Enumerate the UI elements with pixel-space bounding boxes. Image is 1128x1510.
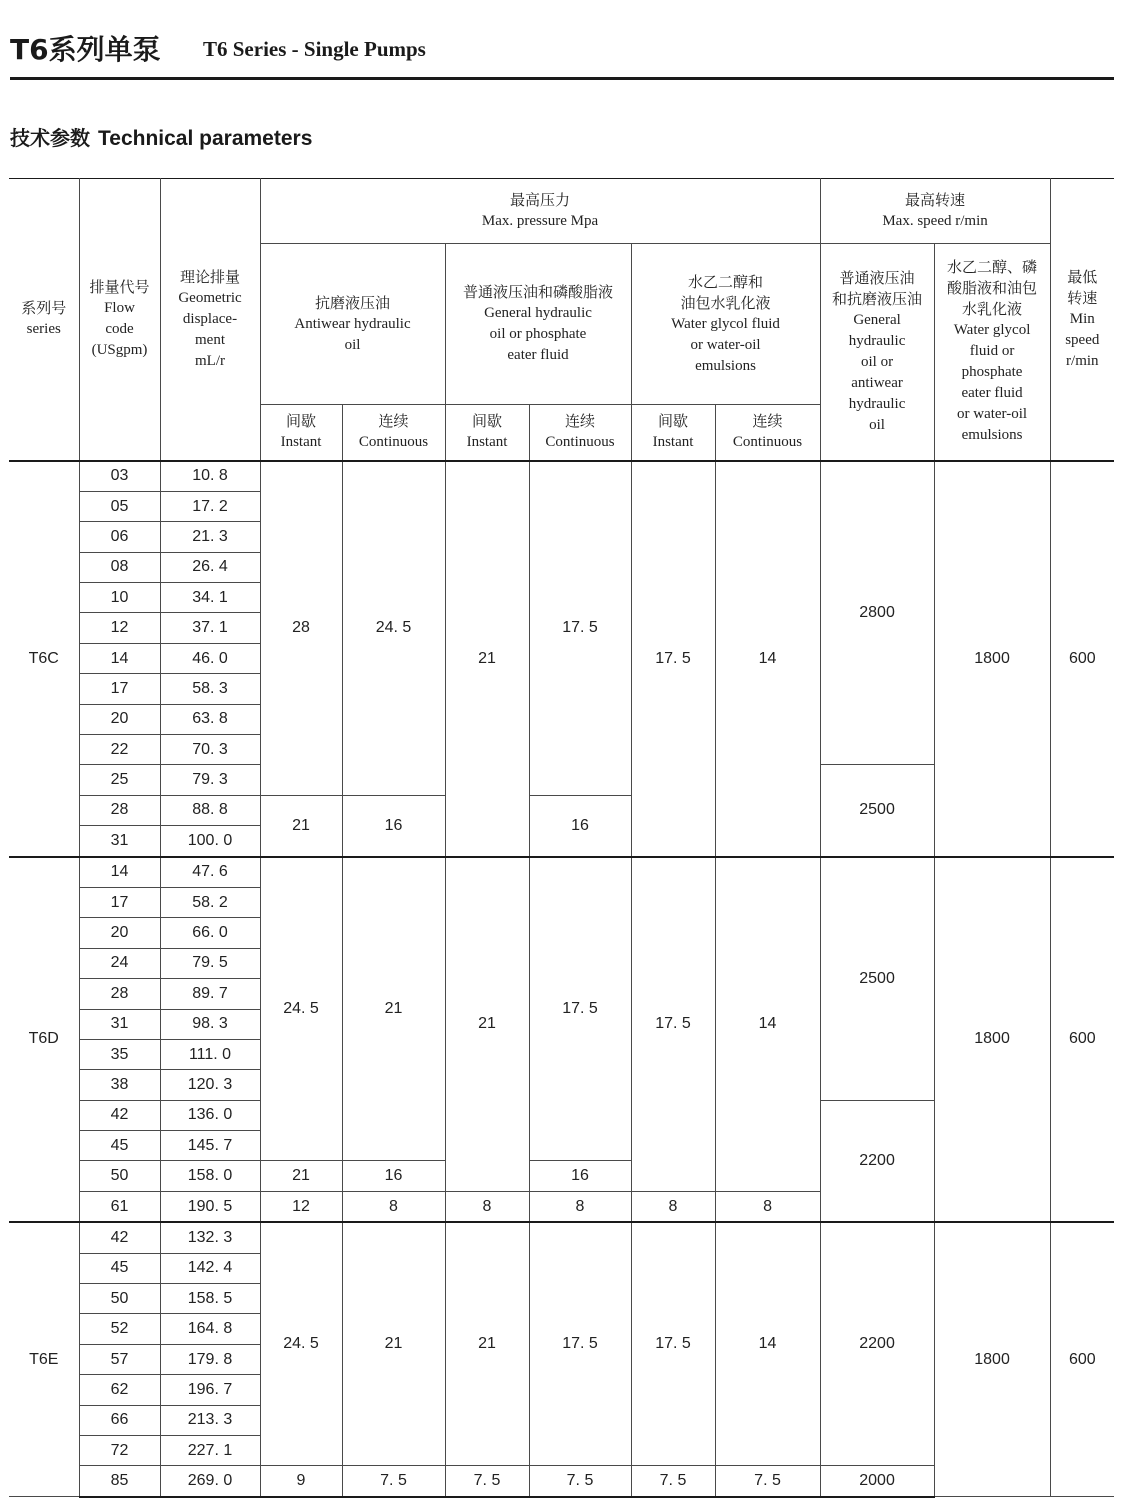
pressure-value: 24. 5 [260, 857, 342, 1161]
section-title-en: Technical parameters [98, 127, 313, 150]
flow-code: 20 [79, 918, 160, 948]
speed-value: 2200 [820, 1100, 934, 1222]
header-series: 系列号 series [9, 179, 79, 461]
series-label: T6E [9, 1222, 79, 1497]
table-row [9, 857, 1114, 888]
pressure-value: 21 [445, 461, 529, 857]
header-instant: 间歇 Instant [445, 405, 529, 461]
pressure-value: 21 [260, 795, 342, 856]
table-row [9, 1222, 1114, 1253]
pressure-value: 24. 5 [260, 1222, 342, 1466]
pressure-value: 21 [342, 857, 445, 1161]
flow-code: 10 [79, 583, 160, 613]
flow-code: 35 [79, 1039, 160, 1069]
pressure-value: 16 [342, 795, 445, 856]
header-geometric-displacement: 理论排量 Geometric displace- ment mL/r [160, 179, 260, 461]
speed-value: 1800 [934, 461, 1050, 857]
flow-code: 08 [79, 552, 160, 582]
pressure-value: 8 [342, 1191, 445, 1222]
min-speed-value: 600 [1050, 461, 1114, 857]
displacement: 89. 7 [160, 979, 260, 1009]
displacement: 158. 5 [160, 1284, 260, 1314]
technical-parameters-table [9, 178, 1114, 1498]
displacement: 34. 1 [160, 583, 260, 613]
pressure-value: 14 [715, 857, 820, 1192]
pressure-value: 21 [445, 857, 529, 1192]
displacement: 120. 3 [160, 1070, 260, 1100]
series-label: T6D [9, 857, 79, 1223]
pressure-value: 16 [529, 1161, 631, 1191]
speed-value: 1800 [934, 1222, 1050, 1497]
displacement: 179. 8 [160, 1344, 260, 1374]
flow-code: 28 [79, 795, 160, 825]
pressure-value: 21 [260, 1161, 342, 1191]
displacement: 132. 3 [160, 1222, 260, 1253]
pressure-value: 7. 5 [342, 1466, 445, 1497]
flow-code: 22 [79, 735, 160, 765]
pressure-value: 8 [445, 1191, 529, 1222]
displacement: 190. 5 [160, 1191, 260, 1222]
flow-code: 14 [79, 857, 160, 888]
displacement: 196. 7 [160, 1375, 260, 1405]
flow-code: 03 [79, 461, 160, 492]
displacement: 269. 0 [160, 1466, 260, 1497]
min-speed-value: 600 [1050, 1222, 1114, 1497]
displacement: 145. 7 [160, 1131, 260, 1161]
pressure-value: 7. 5 [529, 1466, 631, 1497]
displacement: 10. 8 [160, 461, 260, 492]
flow-code: 66 [79, 1405, 160, 1435]
displacement: 58. 3 [160, 674, 260, 704]
flow-code: 24 [79, 948, 160, 978]
pressure-value: 17. 5 [529, 461, 631, 796]
flow-code: 52 [79, 1314, 160, 1344]
displacement: 63. 8 [160, 704, 260, 734]
displacement: 100. 0 [160, 826, 260, 857]
pressure-value: 21 [445, 1222, 529, 1466]
section-title [10, 122, 312, 151]
flow-code: 42 [79, 1222, 160, 1253]
flow-code: 31 [79, 1009, 160, 1039]
flow-code: 50 [79, 1161, 160, 1191]
pressure-value: 8 [715, 1191, 820, 1222]
pressure-value: 17. 5 [631, 1222, 715, 1466]
flow-code: 14 [79, 643, 160, 673]
pressure-value: 16 [342, 1161, 445, 1191]
pressure-value: 8 [529, 1191, 631, 1222]
displacement: 21. 3 [160, 522, 260, 552]
flow-code: 62 [79, 1375, 160, 1405]
pressure-value: 8 [631, 1191, 715, 1222]
series-label: T6C [9, 461, 79, 857]
displacement: 98. 3 [160, 1009, 260, 1039]
displacement: 158. 0 [160, 1161, 260, 1191]
header-continuous: 连续 Continuous [342, 405, 445, 461]
pressure-value: 17. 5 [529, 1222, 631, 1466]
displacement: 47. 6 [160, 857, 260, 888]
header-max-speed: 最高转速 Max. speed r/min [820, 179, 1050, 244]
flow-code: 06 [79, 522, 160, 552]
header-continuous: 连续 Continuous [529, 405, 631, 461]
pressure-value: 14 [715, 461, 820, 857]
flow-code: 45 [79, 1253, 160, 1283]
displacement: 70. 3 [160, 735, 260, 765]
flow-code: 20 [79, 704, 160, 734]
pressure-value: 7. 5 [445, 1466, 529, 1497]
header-min-speed: 最低 转速 Min speed r/min [1050, 179, 1114, 461]
pressure-value: 16 [529, 795, 631, 856]
displacement: 58. 2 [160, 887, 260, 917]
displacement: 88. 8 [160, 795, 260, 825]
header-max-pressure: 最高压力 Max. pressure Mpa [260, 179, 820, 244]
displacement: 213. 3 [160, 1405, 260, 1435]
pressure-value: 28 [260, 461, 342, 796]
header-speed-general-oil: 普通液压油 和抗磨液压油 General hydraulic oil or antiwear hydraulic oil [820, 244, 934, 461]
pressure-value: 17. 5 [631, 461, 715, 857]
page-header [10, 28, 1114, 68]
pressure-value: 17. 5 [529, 857, 631, 1161]
displacement: 46. 0 [160, 643, 260, 673]
header-antiwear-oil: 抗磨液压油 Antiwear hydraulic oil [260, 244, 445, 405]
displacement: 37. 1 [160, 613, 260, 643]
flow-code: 05 [79, 491, 160, 521]
speed-value: 2800 [820, 461, 934, 765]
flow-code: 25 [79, 765, 160, 795]
flow-code: 45 [79, 1131, 160, 1161]
displacement: 26. 4 [160, 552, 260, 582]
speed-value: 2500 [820, 765, 934, 857]
speed-value: 1800 [934, 857, 1050, 1223]
pressure-value: 9 [260, 1466, 342, 1497]
header-continuous: 连续 Continuous [715, 405, 820, 461]
page-title-cn: T6系列单泵 [10, 33, 161, 66]
displacement: 79. 5 [160, 948, 260, 978]
pressure-value: 14 [715, 1222, 820, 1466]
pressure-value: 17. 5 [631, 857, 715, 1192]
displacement: 66. 0 [160, 918, 260, 948]
speed-value: 2000 [820, 1466, 934, 1497]
pressure-value: 24. 5 [342, 461, 445, 796]
flow-code: 50 [79, 1284, 160, 1314]
header-instant: 间歇 Instant [631, 405, 715, 461]
flow-code: 42 [79, 1100, 160, 1130]
displacement: 17. 2 [160, 491, 260, 521]
speed-value: 2200 [820, 1222, 934, 1466]
displacement: 79. 3 [160, 765, 260, 795]
header-water-glycol: 水乙二醇和 油包水乳化液 Water glycol fluid or water-oil emulsions [631, 244, 820, 405]
flow-code: 28 [79, 979, 160, 1009]
header-speed-water-glycol: 水乙二醇、磷 酸脂液和油包 水乳化液 Water glycol fluid or phosphate eater fluid or water-oil emulsions [934, 244, 1050, 461]
displacement: 136. 0 [160, 1100, 260, 1130]
section-title-cn: 技术参数 [10, 126, 90, 150]
pressure-value: 21 [342, 1222, 445, 1466]
speed-value: 2500 [820, 857, 934, 1101]
flow-code: 85 [79, 1466, 160, 1497]
flow-code: 12 [79, 613, 160, 643]
flow-code: 17 [79, 887, 160, 917]
pressure-value: 7. 5 [715, 1466, 820, 1497]
flow-code: 57 [79, 1344, 160, 1374]
header-instant: 间歇 Instant [260, 405, 342, 461]
pressure-value: 12 [260, 1191, 342, 1222]
min-speed-value: 600 [1050, 857, 1114, 1223]
displacement: 227. 1 [160, 1436, 260, 1466]
flow-code: 72 [79, 1436, 160, 1466]
flow-code: 61 [79, 1191, 160, 1222]
pressure-value: 7. 5 [631, 1466, 715, 1497]
displacement: 142. 4 [160, 1253, 260, 1283]
flow-code: 17 [79, 674, 160, 704]
header-general-oil: 普通液压油和磷酸脂液 General hydraulic oil or phosphate eater fluid [445, 244, 631, 405]
title-divider [10, 77, 1114, 80]
flow-code: 31 [79, 826, 160, 857]
displacement: 164. 8 [160, 1314, 260, 1344]
flow-code: 38 [79, 1070, 160, 1100]
table-row [9, 461, 1114, 492]
displacement: 111. 0 [160, 1039, 260, 1069]
page-title-en: T6 Series - Single Pumps [203, 37, 426, 61]
header-flow-code: 排量代号 Flow code (USgpm) [79, 179, 160, 461]
